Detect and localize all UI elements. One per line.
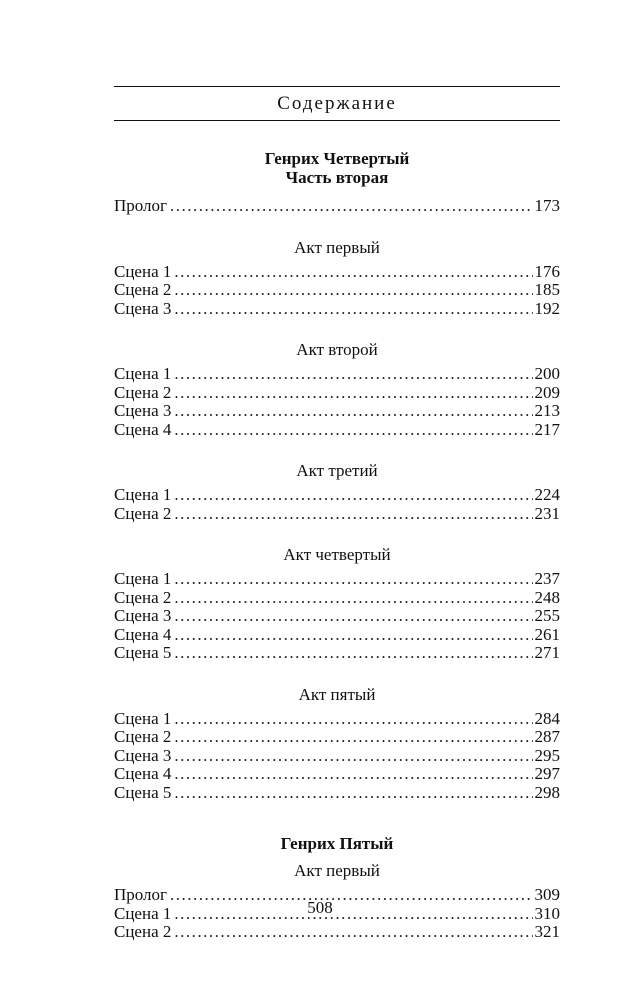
toc-entry-page: 217 (534, 419, 560, 439)
dot-leader (174, 263, 532, 282)
dot-leader (174, 644, 532, 663)
dot-leader (174, 728, 532, 747)
toc-entry-label: Сцена 4 (114, 764, 172, 783)
dot-leader (174, 486, 532, 505)
dot-leader (170, 197, 532, 216)
toc-entry-page: 200 (534, 364, 560, 383)
toc-entry-page: 248 (534, 587, 560, 607)
toc-entry-label: Пролог (114, 885, 168, 904)
dot-leader (174, 747, 532, 766)
toc-entry-scene[interactable] (114, 402, 560, 421)
act-title: Акт пятый (298, 684, 376, 704)
act-title: Акт второй (296, 340, 378, 359)
toc-entry-label: Сцена 2 (114, 382, 172, 402)
toc-entry-label: Сцена 2 (114, 503, 172, 523)
toc-entry-label: Сцена 1 (114, 485, 172, 504)
toc-entry-scene[interactable] (114, 765, 560, 784)
toc-entry-label: Сцена 3 (114, 298, 172, 318)
toc-entry-label: Сцена 4 (114, 419, 172, 439)
toc-entry-scene[interactable] (114, 747, 560, 766)
dot-leader (174, 281, 532, 300)
toc-entry-label: Сцена 1 (114, 708, 172, 728)
toc-entry-scene[interactable] (114, 421, 560, 440)
act-title: Акт третий (296, 461, 378, 480)
toc-entry-scene[interactable] (114, 626, 560, 645)
book-subtitle-part-two: Часть вторая (285, 168, 389, 187)
dot-leader (174, 570, 532, 589)
toc-entry-page: 176 (534, 261, 560, 281)
toc-entry-label: Сцена 5 (114, 643, 172, 662)
dot-leader (174, 384, 532, 403)
toc-entry-label: Сцена 1 (114, 261, 172, 281)
toc-entry-scene[interactable] (114, 728, 560, 747)
toc-entry-page: 255 (534, 606, 560, 625)
toc-entry-page: 295 (534, 745, 560, 765)
dot-leader (174, 421, 532, 440)
dot-leader (174, 784, 532, 803)
act-title: Акт четвертый (283, 545, 391, 564)
dot-leader (174, 365, 532, 384)
toc-entry-page: 309 (534, 885, 560, 904)
toc-entry-label: Сцена 3 (114, 745, 172, 765)
toc-entry-scene[interactable] (114, 263, 560, 282)
toc-entry-scene[interactable] (114, 710, 560, 729)
book-title-henry-v: Генрих Пятый (280, 834, 394, 853)
dot-leader (174, 923, 532, 942)
toc-entry-page: 185 (534, 280, 560, 299)
dot-leader (174, 710, 532, 729)
toc-entry-page: 321 (534, 922, 560, 941)
toc-entry-scene[interactable] (114, 607, 560, 626)
toc-entry-page: 310 (534, 903, 560, 923)
toc-entry-scene[interactable] (114, 570, 560, 589)
toc-entry-label: Сцена 4 (114, 624, 172, 644)
toc-entry-page: 237 (534, 569, 560, 588)
page-number: 508 (307, 898, 333, 917)
toc-entry-page: 209 (534, 382, 560, 402)
dot-leader (174, 402, 532, 421)
act-title: Акт первый (294, 237, 380, 257)
toc-entry-page: 297 (534, 764, 560, 783)
toc-entry-label: Сцена 1 (114, 903, 172, 923)
toc-entry-scene[interactable] (114, 923, 560, 942)
toc-entry-scene[interactable] (114, 384, 560, 403)
toc-entry-scene[interactable] (114, 281, 560, 300)
toc-entry-page: 213 (534, 401, 560, 420)
toc-entry-scene[interactable] (114, 300, 560, 319)
contents-page (114, 86, 560, 942)
toc-entry-page: 224 (534, 485, 560, 504)
toc-entry-label: Сцена 3 (114, 401, 172, 420)
toc-entry-scene[interactable] (114, 644, 560, 663)
toc-entry-label: Сцена 2 (114, 587, 172, 607)
toc-entry-scene[interactable] (114, 505, 560, 524)
toc-entry-page: 173 (534, 196, 560, 215)
toc-entry-scene[interactable] (114, 486, 560, 505)
toc-entry-scene[interactable] (114, 365, 560, 384)
dot-leader (174, 300, 532, 319)
toc-entry-label: Сцена 1 (114, 569, 172, 588)
toc-entry-label: Сцена 3 (114, 606, 172, 625)
toc-entry-page: 271 (534, 643, 560, 662)
book-title-henry-iv: Генрих Четвертый (264, 149, 410, 168)
header-rule (114, 120, 560, 121)
dot-leader (174, 626, 532, 645)
dot-leader (174, 505, 532, 524)
toc-entry-label: Сцена 1 (114, 364, 172, 383)
toc-entry-scene[interactable] (114, 784, 560, 803)
toc-entry-label: Сцена 5 (114, 782, 172, 802)
toc-entry-prologue[interactable] (114, 197, 560, 216)
page-header: Содержание (277, 93, 397, 114)
toc-entry-label: Сцена 2 (114, 922, 172, 941)
dot-leader (174, 589, 532, 608)
dot-leader (174, 765, 532, 784)
toc-entry-page: 298 (534, 782, 560, 802)
toc-entry-page: 287 (534, 727, 560, 746)
act-title: Акт первый (294, 861, 380, 880)
toc-entry-page: 284 (534, 708, 560, 728)
toc-entry-page: 192 (534, 298, 560, 318)
toc-entry-page: 231 (534, 503, 560, 523)
dot-leader (174, 607, 532, 626)
toc-entry-label: Сцена 2 (114, 727, 172, 746)
toc-entry-label: Пролог (114, 196, 168, 215)
toc-entry-label: Сцена 2 (114, 280, 172, 299)
toc-entry-page: 261 (534, 624, 560, 644)
toc-entry-scene[interactable] (114, 589, 560, 608)
